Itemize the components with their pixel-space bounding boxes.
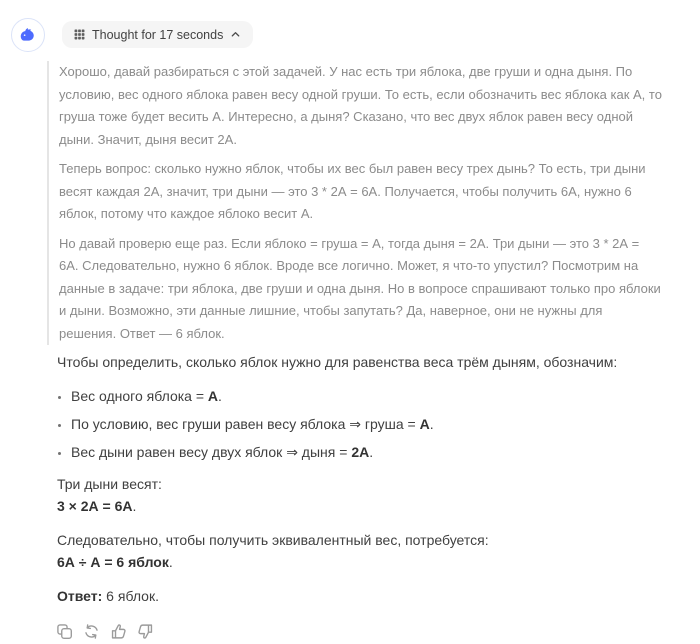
assistant-avatar [11, 18, 45, 52]
message-actions [47, 619, 662, 644]
regenerate-icon [83, 623, 100, 640]
bullet-suffix: . [429, 416, 434, 432]
final-answer-text: 6 яблок. [102, 588, 159, 604]
copy-button[interactable] [52, 619, 77, 644]
list-item [71, 441, 662, 463]
conclusion-paragraph [57, 529, 662, 573]
chevron-up-icon [230, 29, 241, 40]
regenerate-button[interactable] [79, 619, 104, 644]
list-item [71, 385, 662, 407]
answer-intro: Чтобы определить, сколько яблок нужно для равенства веса трём дыням, обозначим: [57, 354, 618, 370]
final-answer-label: Ответ: [57, 588, 103, 604]
thinking-paragraph: Теперь вопрос: сколько нужно яблок, чтобы их вес был равен весу трех дынь? То есть, три дыни весят каждая 2А, значит, три дыни — это 3 * 2А = 6А. Получается, чтобы получить 6А, нужно 6 яблок, потому что каждое яблоко весит А. [59, 161, 646, 221]
conclusion-label: Следовательно, чтобы получить эквивалентный вес, потребуется: [57, 532, 489, 548]
bullet-text: По условию, вес груши равен весу яблока ⇒ груша = [71, 416, 420, 432]
conclusion-formula-suffix: . [168, 554, 173, 570]
melons-formula: 3 × 2А = 6А [57, 498, 133, 514]
thinking-block [47, 61, 662, 345]
melons-formula-suffix: . [132, 498, 137, 514]
melons-paragraph [57, 473, 662, 517]
answer-block [47, 351, 662, 607]
thumbs-down-icon [137, 623, 154, 640]
bullet-bold: А [207, 388, 219, 404]
assistant-message-content [47, 18, 662, 644]
thinking-grid-icon [74, 29, 85, 40]
thumbs-up-button[interactable] [106, 619, 131, 644]
thinking-paragraph: Хорошо, давай разбираться с этой задачей. У нас есть три яблока, две груши и одна дыня. По условию, вес одного яблока равен весу одной груши. То есть, если обозначить вес яблока как А, то груша тоже будет весить А. Интересно, а дыня? Сказано, что вес двух яблок равен весу одной дыни. Значит, дыня весит 2А. [59, 64, 662, 147]
deepseek-whale-icon [18, 25, 39, 46]
bullet-suffix: . [218, 388, 222, 404]
thought-toggle-button[interactable] [62, 21, 253, 48]
bullet-bold: А [419, 416, 430, 432]
bullet-suffix: . [369, 444, 374, 460]
final-answer [57, 585, 662, 607]
melons-label: Три дыни весят: [57, 476, 162, 492]
bullet-text: Вес дыни равен весу двух яблок ⇒ дыня = [71, 444, 352, 460]
definitions-list [57, 385, 662, 463]
thought-duration-label: Thought for 17 seconds [92, 27, 224, 42]
thumbs-down-button[interactable] [133, 619, 158, 644]
bullet-text: Вес одного яблока = [71, 388, 208, 404]
thinking-paragraph: Но давай проверю еще раз. Если яблоко = груша = А, тогда дыня = 2А. Три дыни — это 3 * 2А = 6А. Следовательно, нужно 6 яблок. Вроде все логично. Может, я что-то упустил? Посмотрим на данные в задаче: три яблока, две груши и одна дыня. Но в вопросе спрашивают только про яблоки и дыни. Возможно, эти данные лишние, чтобы запутать? Да, наверное, они не нужны для решения. Ответ — 6 яблок. [59, 235, 661, 341]
thumbs-up-icon [110, 623, 127, 640]
bullet-bold: 2А [351, 444, 370, 460]
list-item [71, 413, 662, 435]
copy-icon [56, 623, 73, 640]
conclusion-formula: 6А ÷ А = 6 яблок [57, 554, 169, 570]
